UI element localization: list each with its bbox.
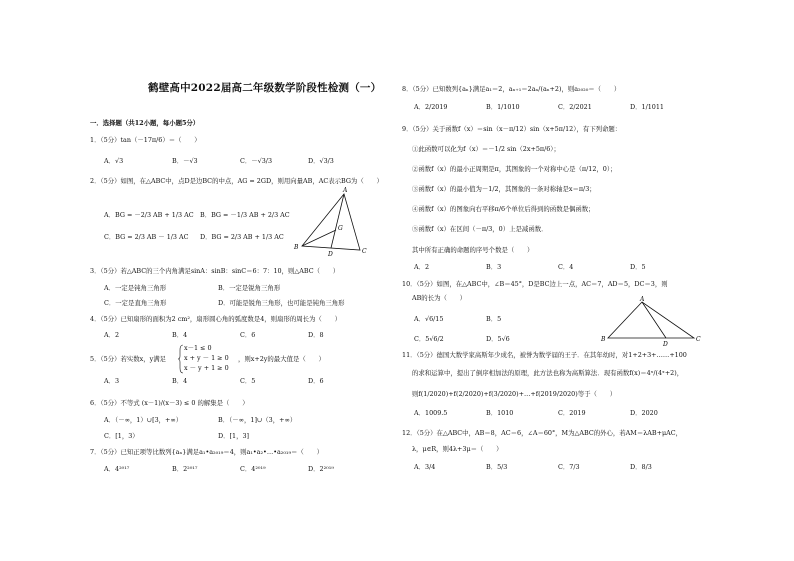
q5-option-c: C．5 — [240, 377, 256, 385]
q9-item-3: ③函数f（x）的最小值为－1/2，其图象的一条对称轴是x＝π/3； — [412, 185, 596, 193]
q8-option-c: C．2/2021 — [558, 103, 592, 111]
section-heading: 一．选择题（共12小题，每小题5分） — [90, 119, 200, 127]
exam-title: 鹤壁高中2022届高二年级数学阶段性检测（一） — [148, 82, 382, 94]
q4-option-d: D．8 — [308, 331, 324, 339]
q4-option-c: C．6 — [240, 331, 256, 339]
q2-option-d: D．BG = 2/3 AB + 1/3 AC — [200, 233, 284, 241]
q12-option-d: D．8/3 — [630, 463, 652, 471]
q9-option-b: B．3 — [486, 263, 502, 271]
fig1-label-d: D — [328, 251, 333, 258]
q12-option-c: C．7/3 — [558, 463, 580, 471]
q3-option-b: B．一定是锐角三角形 — [218, 284, 281, 292]
q11-stem-2: 的求和运算中，提出了倒序相加法的原理，此方法也称为高斯算法．现有函数f(x)＝4ˣ/(4ˣ+2)， — [412, 369, 684, 377]
q7-stem: 7．（5分）已知正项等比数列{aₙ}满足a₁•a₂₀₁₉＝4，则a₁•a₂•…•a₂₀₁₉＝（ ） — [90, 448, 323, 456]
q5-option-d: D．6 — [308, 377, 324, 385]
q10-option-c: C．5√6/2 — [414, 335, 444, 343]
fig2-label-c: C — [696, 336, 701, 343]
q3-option-d: D．可能是锐角三角形，也可能是钝角三角形 — [218, 299, 345, 307]
q2-option-b: B．BG = －1/3 AB + 2/3 AC — [200, 211, 290, 219]
q6-option-c: C．[1，3） — [104, 432, 139, 440]
q8-option-a: A．2/2019 — [414, 103, 448, 111]
q6-option-b: B．（－∞，1]∪（3，+∞） — [218, 416, 297, 424]
q4-option-a: A．2 — [104, 331, 120, 339]
fig1-label-c: C — [362, 248, 367, 255]
q5-constraint-3: x － y + 1 ≥ 0 — [184, 364, 229, 372]
q5-constraint-1: x－1 ≤ 0 — [184, 344, 212, 352]
q1-option-c: C．－√3/3 — [240, 157, 273, 165]
q8-stem: 8．（5分）已知数列{aₙ}满足a₁＝2，aₙ₊₁＝2aₙ/(aₙ+2)，则a₂₀₂₀＝（ ） — [402, 85, 621, 93]
q7-option-c: C．4²⁰¹⁹ — [240, 465, 266, 473]
q9-option-d: D．5 — [630, 263, 646, 271]
q9-item-1: ①此函数可以化为f（x）＝－1/2 sin（2x+5π/6）； — [412, 145, 560, 153]
q10-option-d: D．5√6 — [486, 335, 510, 343]
fig2-label-b: B — [601, 336, 606, 343]
q11-option-a: A．1009.5 — [414, 409, 448, 417]
q10-option-a: A．√6/15 — [414, 315, 444, 323]
q12-stem: 12．（5分）在△ABC中，AB＝8，AC＝6，∠A＝60°，M为△ABC的外心，若AM＝λAB+μAC， — [402, 429, 682, 437]
q8-option-d: D．1/1011 — [630, 103, 664, 111]
triangle-figure-q10 — [600, 296, 704, 348]
q7-option-d: D．2²⁰¹⁹ — [308, 465, 334, 473]
fig1-label-b: B — [294, 244, 299, 251]
q7-option-b: B．2²⁰¹⁷ — [172, 465, 198, 473]
q1-option-d: D．√3/3 — [308, 157, 334, 165]
q5-option-a: A．3 — [104, 377, 120, 385]
q2-stem: 2．（5分）如图，在△ABC中，点D是边BC的中点，AG = 2GD，则用向量AB，AC表示BG为（ ） — [90, 177, 383, 185]
q11-stem: 11．（5分）德国大数学家高斯年少成名，被誉为数学届的王子．在其年幼时，对1+2+3+……+100 — [402, 351, 687, 359]
q8-option-b: B．1/1010 — [486, 103, 520, 111]
q2-option-c: C．BG = 2/3 AB － 1/3 AC — [104, 233, 189, 241]
q3-option-a: A．一定是钝角三角形 — [104, 284, 167, 292]
q5-option-b: B．4 — [172, 377, 188, 385]
fig2-label-a: A — [640, 296, 645, 303]
q5-stem: 5．（5分）若实数x，y满足 — [90, 355, 167, 363]
right-column — [400, 0, 740, 561]
q1-option-b: B．－√3 — [172, 157, 198, 165]
fig1-label-g: G — [338, 225, 343, 232]
q6-option-d: D．[1，3] — [218, 432, 250, 440]
q3-stem: 3．（5分）若△ABC的三个内角满足sinA：sinB：sinC＝6：7：10，则△ABC（ ） — [90, 267, 340, 275]
q9-item-5: ⑤函数f（x）在区间（－π/3，0）上是减函数． — [412, 225, 548, 233]
q1-option-a: A．√3 — [104, 157, 124, 165]
q9-tail: 其中所有正确的命题的序号个数是（ ） — [412, 246, 534, 254]
q9-stem: 9．（5分）关于函数f（x）＝sin（x－π/12）sin（x+5π/12），有下列命题： — [402, 125, 622, 133]
q4-stem: 4．（5分）已知扇形的面积为2 cm²，扇形圆心角的弧度数是4，则扇形的周长为（ ） — [90, 315, 341, 323]
q10-stem: 10．（5分）如图，在△ABC中，∠B＝45°，D是BC边上一点，AC＝7，AD＝5，DC＝3，则 — [402, 280, 668, 288]
q9-option-a: A．2 — [414, 263, 430, 271]
fig1-label-a: A — [343, 187, 348, 194]
left-column — [88, 0, 428, 561]
q10-stem-tail: AB的长为（ ） — [412, 294, 467, 302]
q9-item-4: ④函数f（x）的图象向右平移π/6个单位后得到的函数是偶函数； — [412, 205, 595, 213]
q11-option-d: D．2020 — [630, 409, 658, 417]
q5-constraint-2: x + y － 1 ≥ 0 — [184, 354, 229, 362]
q5-stem-tail: ，则x+2y的最大值是（ ） — [238, 355, 325, 363]
fig2-label-d: D — [663, 341, 668, 348]
q4-option-b: B．4 — [172, 331, 188, 339]
q6-option-a: A．（－∞，1）∪[3，+∞） — [104, 416, 183, 424]
q7-option-a: A．4²⁰¹⁷ — [104, 465, 130, 473]
q2-option-a: A．BG = －2/3 AB + 1/3 AC — [104, 211, 194, 219]
q10-option-b: B．5 — [486, 315, 502, 323]
triangle-figure-q2 — [288, 186, 368, 258]
q9-option-c: C．4 — [558, 263, 574, 271]
q11-option-b: B．1010 — [486, 409, 514, 417]
q12-option-a: A．3/4 — [414, 463, 436, 471]
q11-stem-3: 则f(1/2020)+f(2/2020)+f(3/2020)+…+f(2019/2020)等于（ ） — [412, 390, 617, 398]
q12-option-b: B．5/3 — [486, 463, 508, 471]
q3-option-c: C．一定是直角三角形 — [104, 299, 167, 307]
q1-stem: 1．（5分）tan（－17π/6）＝（ ） — [90, 136, 201, 144]
q11-option-c: C．2019 — [558, 409, 586, 417]
q12-stem-tail: λ，μ∈R，则4λ+3μ＝（ ） — [412, 445, 503, 453]
q9-item-2: ②函数f（x）的最小正周期是π，其图象的一个对称中心是（π/12，0）； — [412, 165, 617, 173]
q6-stem: 6．（5分）不等式 (x－1)/(x－3) ≤ 0 的解集是（ ） — [90, 399, 249, 407]
